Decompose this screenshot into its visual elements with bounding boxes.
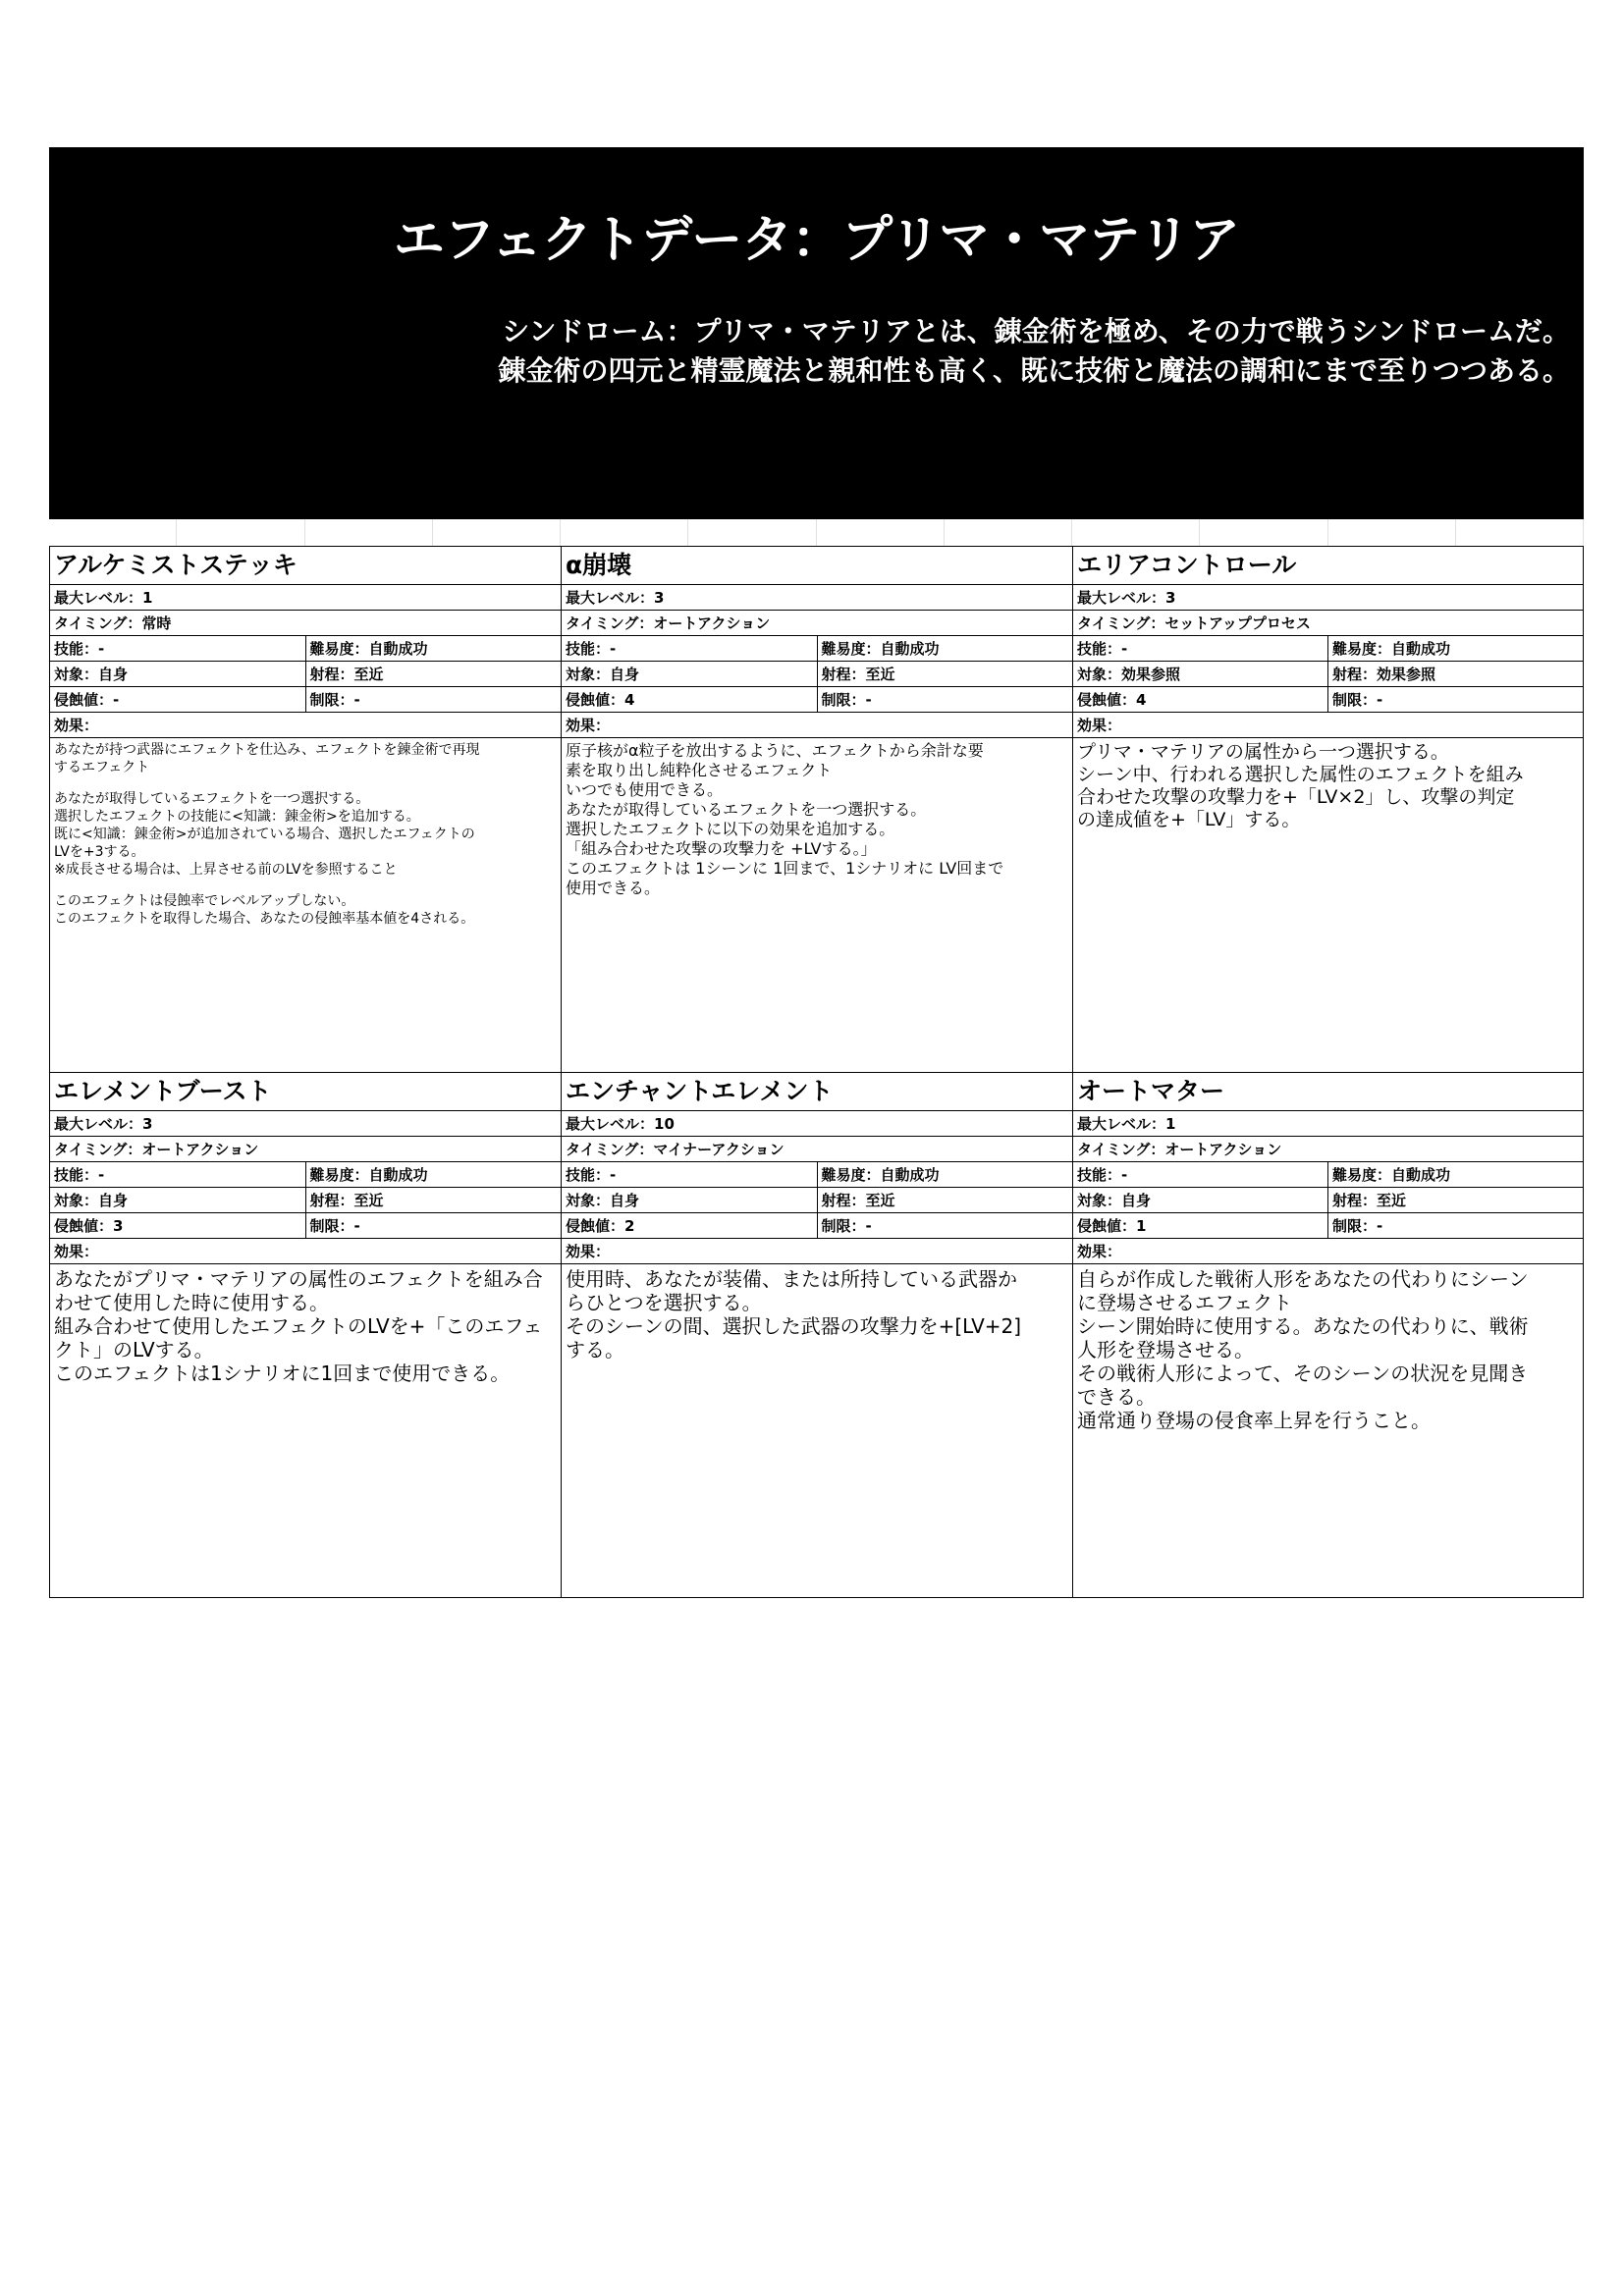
erosion: 侵蝕値：4 (1077, 691, 1147, 709)
effect-line: クト」のLVする。 (54, 1338, 214, 1362)
effect-card (49, 1072, 562, 1598)
effect-line: の達成値を+「LV」する。 (1077, 809, 1301, 830)
effect-line: 人形を登場させる。 (1077, 1338, 1254, 1362)
effect-line: あなたが取得しているエフェクトを一つ選択する。 (566, 800, 927, 819)
effect-label-row (1073, 1239, 1583, 1264)
skill-row (1073, 1162, 1583, 1188)
erosion: 侵蝕値：2 (566, 1217, 635, 1235)
limit: 制限：- (817, 1213, 1073, 1238)
timing: タイミング：オートアクション (54, 1141, 259, 1158)
effect-label-row (50, 1239, 561, 1264)
page-title: エフェクトデータ：プリマ・マテリア (393, 211, 1240, 270)
timing: タイミング：オートアクション (1077, 1141, 1282, 1158)
effect-card (49, 546, 562, 1073)
timing-row (1073, 1137, 1583, 1162)
target: 対象：効果参照 (1077, 666, 1181, 683)
max-level-row (1073, 1111, 1583, 1137)
skill-row (562, 636, 1072, 662)
timing-row (1073, 611, 1583, 636)
timing-row (562, 1137, 1072, 1162)
target-row (50, 662, 561, 687)
effect-line: 自らが作成した戦術人形をあなたの代わりにシーン (1077, 1267, 1529, 1291)
effect-line: あなたが取得しているエフェクトを一つ選択する。 (54, 791, 370, 807)
effect-line: その戦術人形によって、そのシーンの状況を見聞き (1077, 1362, 1529, 1385)
range: 射程：至近 (305, 662, 562, 686)
effect-label-row (1073, 713, 1583, 738)
erosion-row (50, 687, 561, 713)
max-level: 最大レベル：1 (1077, 1115, 1176, 1133)
skill: 技能：- (1077, 1166, 1128, 1184)
effect-line: 選択したエフェクトの技能に<知識：錬金術>を追加する。 (54, 809, 420, 825)
effect-line: するエフェクト (54, 760, 150, 775)
range: 射程：至近 (305, 1188, 562, 1212)
description-line: 錬金術の四元と精霊魔法と親和性も高く、既に技術と魔法の調和にまで至りつつある。 (498, 354, 1570, 387)
effect-line: プリマ・マテリアの属性から一つ選択する。 (1077, 741, 1449, 763)
effect-label: 効果： (54, 717, 99, 734)
max-level-row (50, 585, 561, 611)
timing-row (50, 611, 561, 636)
effect-line: できる。 (1077, 1385, 1156, 1409)
erosion: 侵蝕値：3 (54, 1217, 124, 1235)
effect-text (562, 738, 1072, 898)
timing: タイミング：マイナーアクション (566, 1141, 784, 1158)
skill: 技能：- (566, 640, 617, 658)
limit: 制限：- (1327, 687, 1583, 712)
max-level: 最大レベル：1 (54, 589, 153, 607)
difficulty: 難易度：自動成功 (305, 636, 562, 661)
effect-name: オートマター (1073, 1073, 1583, 1111)
effect-line: 既に<知識：錬金術>が追加されている場合、選択したエフェクトの (54, 827, 475, 842)
effect-line: このエフェクトは 1シーンに 1回まで、1シナリオに LV回まで (566, 859, 1004, 878)
skill-row (1073, 636, 1583, 662)
target: 対象：自身 (54, 666, 129, 683)
timing-row (50, 1137, 561, 1162)
target-row (562, 1188, 1072, 1213)
effect-line: あなたがプリマ・マテリアの属性のエフェクトを組み合 (54, 1267, 543, 1291)
erosion-row (50, 1213, 561, 1239)
effect-text (50, 738, 561, 928)
skill-row (50, 1162, 561, 1188)
difficulty: 難易度：自動成功 (1327, 636, 1583, 661)
effect-line (54, 776, 558, 790)
max-level: 最大レベル：3 (54, 1115, 153, 1133)
erosion-row (562, 1213, 1072, 1239)
target: 対象：自身 (54, 1192, 129, 1209)
target-row (562, 662, 1072, 687)
effect-line: 組み合わせて使用したエフェクトのLVを+「このエフェ (54, 1314, 543, 1338)
effect-name: エリアコントロール (1073, 547, 1583, 585)
range: 射程：至近 (817, 662, 1073, 686)
target-row (50, 1188, 561, 1213)
effect-label-row (50, 713, 561, 738)
skill-row (50, 636, 561, 662)
effect-label: 効果： (1077, 717, 1122, 734)
effect-text (562, 1264, 1072, 1362)
timing-row (562, 611, 1072, 636)
max-level-row (562, 1111, 1072, 1137)
effect-line: 通常通り登場の侵食率上昇を行うこと。 (1077, 1409, 1431, 1432)
skill: 技能：- (566, 1166, 617, 1184)
effect-line: する。 (566, 1338, 624, 1362)
effect-line (54, 879, 558, 892)
difficulty: 難易度：自動成功 (1327, 1162, 1583, 1187)
effect-line: このエフェクトは1シナリオに1回まで使用できる。 (54, 1362, 511, 1385)
effect-line: 「組み合わせた攻撃の攻撃力を +LVする。」 (566, 839, 877, 858)
effect-line: 使用時、あなたが装備、または所持している武器か (566, 1267, 1017, 1291)
difficulty: 難易度：自動成功 (305, 1162, 562, 1187)
timing: タイミング：常時 (54, 614, 172, 632)
target-row (1073, 1188, 1583, 1213)
effect-label: 効果： (54, 1243, 99, 1260)
syndrome-description (499, 312, 1570, 391)
max-level-row (50, 1111, 561, 1137)
effect-line: 使用できる。 (566, 879, 661, 897)
target-row (1073, 662, 1583, 687)
effect-line: ※成長させる場合は、上昇させる前のLVを参照すること (54, 862, 398, 878)
max-level-row (1073, 585, 1583, 611)
effect-text (50, 1264, 561, 1385)
difficulty: 難易度：自動成功 (817, 1162, 1073, 1187)
max-level: 最大レベル：3 (566, 589, 665, 607)
erosion: 侵蝕値：- (54, 691, 120, 709)
target: 対象：自身 (1077, 1192, 1152, 1209)
effect-label-row (562, 713, 1072, 738)
effect-line: 原子核がα粒子を放出するように、エフェクトから余計な要 (566, 741, 984, 760)
effect-card (561, 546, 1073, 1073)
limit: 制限：- (1327, 1213, 1583, 1238)
limit: 制限：- (817, 687, 1073, 712)
range: 射程：効果参照 (1327, 662, 1583, 686)
skill: 技能：- (1077, 640, 1128, 658)
effect-name: エンチャントエレメント (562, 1073, 1072, 1111)
difficulty: 難易度：自動成功 (817, 636, 1073, 661)
effect-card (1072, 546, 1584, 1073)
effect-line: LVを+3する。 (54, 844, 145, 860)
timing: タイミング：セットアッププロセス (1077, 614, 1311, 632)
erosion-row (1073, 1213, 1583, 1239)
effect-line: いつでも使用できる。 (566, 780, 724, 799)
effect-line: シーン中、行われる選択した属性のエフェクトを組み (1077, 764, 1524, 785)
skill-row (562, 1162, 1072, 1188)
effect-label: 効果： (566, 717, 611, 734)
effect-line: らひとつを選択する。 (566, 1291, 762, 1314)
effect-label: 効果： (1077, 1243, 1122, 1260)
effect-line: わせて使用した時に使用する。 (54, 1291, 329, 1314)
effect-text (1073, 738, 1583, 831)
effect-line: 素を取り出し純粋化させるエフェクト (566, 761, 833, 779)
sheet-gridlines (49, 519, 1584, 546)
effect-line: そのシーンの間、選択した武器の攻撃力を+[LV+2] (566, 1314, 1022, 1338)
effect-line: あなたが持つ武器にエフェクトを仕込み、エフェクトを錬金術で再現 (54, 742, 480, 758)
range: 射程：至近 (1327, 1188, 1583, 1212)
effect-line: 合わせた攻撃の攻撃力を+「LV×2」し、攻撃の判定 (1077, 786, 1515, 808)
target: 対象：自身 (566, 1192, 640, 1209)
effect-line: 選択したエフェクトに以下の効果を追加する。 (566, 820, 895, 838)
effect-card (1072, 1072, 1584, 1598)
header-banner (49, 147, 1584, 519)
erosion-row (1073, 687, 1583, 713)
erosion-row (562, 687, 1072, 713)
max-level: 最大レベル：3 (1077, 589, 1176, 607)
target: 対象：自身 (566, 666, 640, 683)
effect-label: 効果： (566, 1243, 611, 1260)
effect-line: シーン開始時に使用する。あなたの代わりに、戦術 (1077, 1314, 1529, 1338)
limit: 制限：- (305, 1213, 562, 1238)
effect-name: α崩壊 (562, 547, 1072, 585)
effect-card (561, 1072, 1073, 1598)
erosion: 侵蝕値：1 (1077, 1217, 1147, 1235)
limit: 制限：- (305, 687, 562, 712)
effect-line: このエフェクトは侵蝕率でレベルアップしない。 (54, 893, 355, 909)
timing: タイミング：オートアクション (566, 614, 771, 632)
effect-line: に登場させるエフェクト (1077, 1291, 1292, 1314)
description-line: シンドローム：プリマ・マテリアとは、錬金術を極め、その力で戦うシンドロームだ。 (502, 315, 1570, 347)
range: 射程：至近 (817, 1188, 1073, 1212)
skill: 技能：- (54, 1166, 105, 1184)
effect-name: アルケミストステッキ (50, 547, 561, 585)
max-level-row (562, 585, 1072, 611)
effect-line: このエフェクトを取得した場合、あなたの侵蝕率基本値を4される。 (54, 911, 475, 927)
erosion: 侵蝕値：4 (566, 691, 635, 709)
effect-text (1073, 1264, 1583, 1432)
skill: 技能：- (54, 640, 105, 658)
max-level: 最大レベル：10 (566, 1115, 675, 1133)
effect-name: エレメントブースト (50, 1073, 561, 1111)
effect-label-row (562, 1239, 1072, 1264)
